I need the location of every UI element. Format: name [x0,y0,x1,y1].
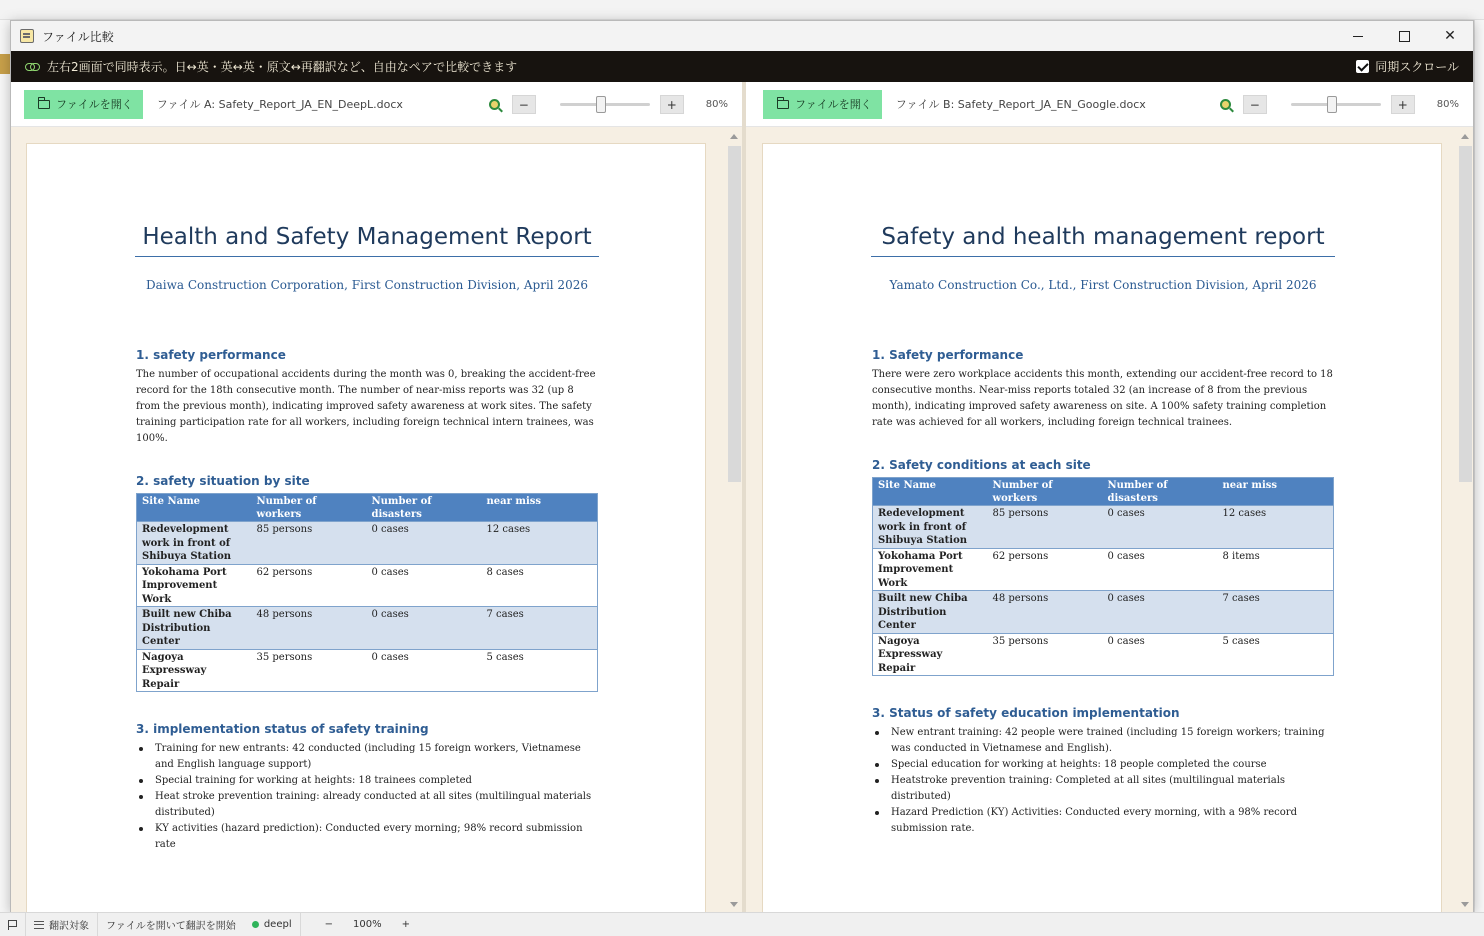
table-cell: 0 cases [367,564,482,607]
table-row [873,591,1334,634]
sync-scroll-label: 同期スクロール [1375,60,1459,74]
site-table [872,477,1334,676]
pane-a-viewport[interactable] [11,127,726,912]
table-row [873,548,1334,591]
zoom-slider-thumb[interactable] [1327,96,1337,113]
status-bar [0,912,1484,936]
zoom-slider[interactable] [560,95,650,114]
section-1-heading: 1. safety performance [136,348,286,362]
title-bar[interactable] [11,21,1473,51]
scroll-up-arrow[interactable] [730,134,738,139]
table-cell: Redevelopment work in front of Shibuya Station [137,522,252,565]
table-cell: 12 cases [482,522,598,565]
document-page [26,143,706,912]
info-banner [11,51,1473,82]
table-row [137,564,598,607]
pane-b-toolbar [746,82,1473,127]
folder-icon [38,100,50,109]
table-row [137,522,598,565]
table-cell: 48 persons [252,607,367,650]
table-cell: 0 cases [1103,506,1218,549]
table-row [137,607,598,650]
table-cell: 7 cases [1218,591,1334,634]
table-header: Site Name [137,494,252,522]
document-subtitle: Daiwa Construction Corporation, First Construction Division, April 2026 [146,278,588,292]
table-cell: 85 persons [252,522,367,565]
table-cell: 0 cases [367,522,482,565]
status-zoom [301,919,410,930]
open-file-b-button[interactable] [763,90,882,119]
background-app-bar [0,0,1484,20]
document-page [762,143,1442,912]
table-row [873,633,1334,676]
table-cell: Yokohama Port Improvement Work [137,564,252,607]
close-button[interactable] [1427,21,1473,51]
zoom-value: 80% [705,99,728,110]
sync-scroll-checkbox[interactable] [1356,60,1369,73]
engine-indicator[interactable] [244,913,301,936]
zoom-in-button[interactable]: + [1391,95,1415,114]
translate-target-button[interactable] [26,913,98,936]
window-title: ファイル比較 [42,29,114,44]
flag-button[interactable] [0,913,26,936]
zoom-out-button[interactable]: − [1243,95,1267,114]
document-title: Safety and health management report [871,224,1335,257]
scroll-up-arrow[interactable] [1461,134,1469,139]
pane-b-scrollbar[interactable] [1457,127,1473,912]
section-1-heading: 1. Safety performance [872,348,1024,362]
table-cell: 62 persons [988,548,1103,591]
file-a-name: ファイル A: Safety_Report_JA_EN_DeepL.docx [156,98,403,111]
magnifier-icon [489,99,500,110]
table-cell: Built new Chiba Distribution Center [137,607,252,650]
table-cell: 35 persons [988,633,1103,676]
table-header: Number of disasters [1103,478,1218,506]
table-cell: 8 cases [482,564,598,607]
table-cell: 5 cases [1218,633,1334,676]
table-header-row [137,494,598,522]
table-cell: 62 persons [252,564,367,607]
window-controls [1335,21,1473,51]
banner-text: 左右2画面で同時表示。日↔英・英↔英・原文↔再翻訳など、自由なペアで比較できます [47,60,518,74]
scrollbar-thumb[interactable] [1459,146,1472,482]
pane-b [746,82,1473,912]
open-file-label: ファイルを開く [795,98,872,111]
table-cell: 0 cases [1103,633,1218,676]
document-subtitle: Yamato Construction Co., Ltd., First Construction Division, April 2026 [889,278,1317,292]
table-cell: Yokohama Port Improvement Work [873,548,988,591]
background-app-right [1474,20,1484,912]
link-icon [25,62,39,72]
compare-panes [11,82,1473,912]
list-item: Heat stroke prevention training: already conducted at all sites (multilingual materials distributed) [136,789,598,821]
table-cell: Redevelopment work in front of Shibuya Station [873,506,988,549]
table-header: near miss [482,494,598,522]
engine-status-dot [252,921,259,928]
table-cell: 85 persons [988,506,1103,549]
section-2-heading: 2. safety situation by site [136,474,310,488]
minimize-button[interactable] [1335,21,1381,51]
section-1-paragraph: There were zero workplace accidents this month, extending our accident-free record to 18 consecutive months. Near-miss reports totaled 32 (an increase of 8 from the previous month), indicating improved safety awareness on site. A 100% safety training completion rate was achieved for all workers, including foreign technical trainees. [872,369,1333,428]
list-item: New entrant training: 42 people were trained (including 15 foreign workers; training was conducted in Vietnamese and English). [872,725,1334,757]
table-cell: Built new Chiba Distribution Center [873,591,988,634]
scroll-down-arrow[interactable] [730,902,738,907]
table-row [137,649,598,692]
app-icon [20,29,34,43]
pane-a-toolbar [11,82,742,127]
translate-target-label: 翻訳対象 [49,921,89,932]
table-header: Number of workers [988,478,1103,506]
magnifier-icon [1220,99,1231,110]
section-1-paragraph: The number of occupational accidents during the month was 0, breaking the accident-free record for the 18th consecutive month. The number of near-miss reports was 32 (up 8 from the previous month), indicating improved safety awareness at work sites. The safety training participation rate for all workers, including foreign technical intern trainees, was 100%. [136,369,596,444]
zoom-slider[interactable] [1291,95,1381,114]
status-zoom-in-button[interactable]: + [401,919,410,930]
file-compare-window [10,20,1474,912]
zoom-out-button[interactable]: − [512,95,536,114]
table-header: near miss [1218,478,1334,506]
zoom-value: 80% [1436,99,1459,110]
table-header-row [873,478,1334,506]
background-app-strip [0,54,10,74]
status-zoom-value: 100% [352,919,382,930]
list-item: Special education for working at heights: 18 people completed the course [872,757,1334,773]
table-row [873,506,1334,549]
table-cell: 48 persons [988,591,1103,634]
table-cell: 0 cases [367,649,482,692]
zoom-slider-thumb[interactable] [596,96,606,113]
section-2-heading: 2. Safety conditions at each site [872,458,1091,472]
scrollbar-thumb[interactable] [728,146,741,482]
engine-label: deepl [263,919,292,930]
table-cell: 7 cases [482,607,598,650]
table-cell: 12 cases [1218,506,1334,549]
sync-scroll-toggle[interactable] [1356,51,1459,82]
table-cell: Nagoya Expressway Repair [873,633,988,676]
document-title: Health and Safety Management Report [135,224,599,257]
background-app-left [0,20,10,912]
table-cell: Nagoya Expressway Repair [137,649,252,692]
pane-a-scrollbar[interactable] [726,127,742,912]
table-cell: 8 items [1218,548,1334,591]
table-header: Number of disasters [367,494,482,522]
scroll-down-arrow[interactable] [1461,902,1469,907]
file-b-name: ファイル B: Safety_Report_JA_EN_Google.docx [895,98,1146,111]
list-item: Training for new entrants: 42 conducted (including 15 foreign workers, Vietnamese and English language support) [136,741,598,773]
list-item: Hazard Prediction (KY) Activities: Conducted every morning, with a 98% record submission rate. [872,805,1334,837]
section-3-heading: 3. implementation status of safety training [136,722,429,736]
pane-b-zoom [1220,82,1473,127]
flag-icon [8,920,17,930]
table-cell: 5 cases [482,649,598,692]
close-icon: ✕ [1444,28,1456,44]
maximize-button[interactable] [1381,21,1427,51]
open-file-label: ファイルを開く [56,98,133,111]
table-cell: 0 cases [1103,591,1218,634]
list-item: KY activities (hazard prediction): Conducted every morning; 98% record submission rate [136,821,598,853]
status-hint-text: ファイルを開いて翻訳を開始 [106,921,236,932]
list-item: Special training for working at heights: 18 trainees completed [136,773,598,789]
training-list [136,741,598,853]
list-icon [34,921,44,929]
table-cell: 0 cases [1103,548,1218,591]
training-list [872,725,1334,837]
pane-a [11,82,746,912]
section-3-heading: 3. Status of safety education implementation [872,706,1180,720]
site-table [136,493,598,692]
status-hint [98,913,244,936]
table-header: Number of workers [252,494,367,522]
table-cell: 0 cases [367,607,482,650]
list-item: Heatstroke prevention training: Completed at all sites (multilingual materials distributed) [872,773,1334,805]
zoom-in-button[interactable]: + [660,95,684,114]
status-zoom-out-button[interactable]: − [324,919,333,930]
table-cell: 35 persons [252,649,367,692]
pane-a-zoom [489,82,742,127]
table-header: Site Name [873,478,988,506]
folder-icon [777,100,789,109]
pane-b-viewport[interactable] [746,127,1457,912]
open-file-a-button[interactable] [24,90,143,119]
